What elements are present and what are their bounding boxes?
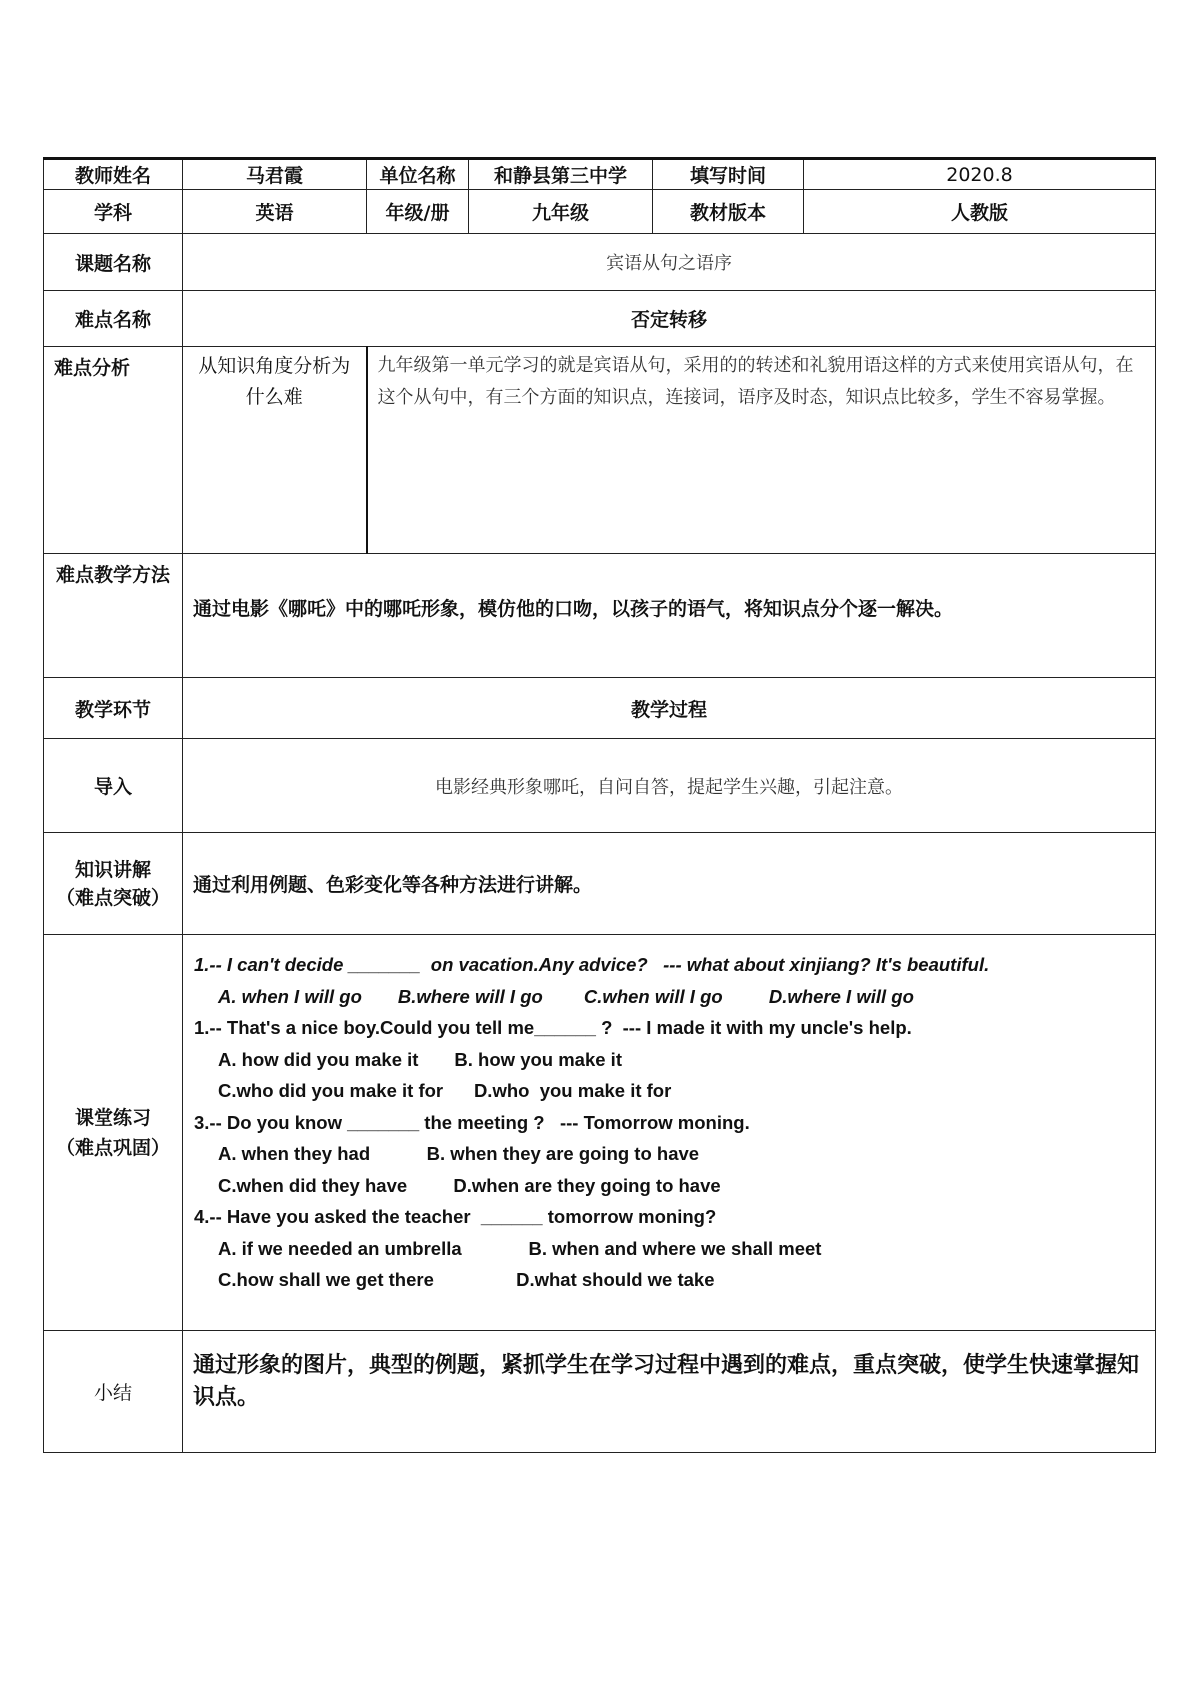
method-row [44, 554, 1156, 678]
exercise-options: A. when they had B. when they are going to have [218, 1143, 700, 1164]
exercise-line: 4.-- Have you asked the teacher ______ tomorrow moning? [194, 1206, 717, 1227]
teacher-label: 教师姓名 [44, 159, 183, 190]
exercise-line: 1.-- That's a nice boy.Could you tell me______ ? --- I made it with my uncle's help. [194, 1017, 912, 1038]
exercise-options: C.who did you make it for D.who you make it for [218, 1080, 672, 1101]
subject-label: 学科 [44, 190, 183, 234]
difficulty-row [44, 291, 1156, 347]
explain-label-line-2: （难点突破） [55, 886, 170, 909]
grade-label: 年级/册 [367, 190, 469, 234]
edition-label: 教材版本 [653, 190, 804, 234]
topic-value: 宾语从句之语序 [183, 234, 1156, 291]
intro-text: 电影经典形象哪吒，自问自答，提起学生兴趣，引起注意。 [183, 739, 1156, 833]
teacher-value: 马君霞 [183, 159, 367, 190]
grade-value: 九年级 [469, 190, 653, 234]
explain-label [44, 833, 183, 935]
intro-row [44, 739, 1156, 833]
analysis-text: 九年级第一单元学习的就是宾语从句，采用的的转述和礼貌用语这样的方式来使用宾语从句，在这个从句中，有三个方面的知识点，连接词，语序及时态，知识点比较多，学生不容易掌握。 [367, 347, 1156, 554]
unit-label: 单位名称 [367, 159, 469, 190]
analysis-label: 难点分析 [44, 347, 183, 554]
exercise-line: 1.-- I can't decide _______ on vacation.Any advice? --- what about xinjiang? It's beautiful. [194, 954, 990, 975]
exercise-options: A. when I will go B.where will I go C.when will I go D.where I will go [218, 985, 914, 1007]
process-row [44, 678, 1156, 739]
practice-label [44, 935, 183, 1331]
topic-label: 课题名称 [44, 234, 183, 291]
exercise-options: C.how shall we get there D.what should we take [218, 1269, 715, 1290]
practice-content [183, 935, 1156, 1331]
method-label: 难点教学方法 [44, 554, 183, 678]
method-text: 通过电影《哪吒》中的哪吒形象，模仿他的口吻，以孩子的语气，将知识点分个逐一解决。 [183, 554, 1156, 678]
summary-label: 小结 [44, 1331, 183, 1453]
explain-label-line-1: 知识讲解 [74, 858, 151, 881]
intro-label: 导入 [44, 739, 183, 833]
date-value: 2020.8 [804, 159, 1156, 190]
lesson-plan-table [43, 157, 1156, 1453]
process-value: 教学过程 [183, 678, 1156, 739]
exercise-options: A. if we needed an umbrella B. when and where we shall meet [218, 1237, 822, 1259]
exercise-options: C.when did they have D.when are they going to have [218, 1174, 721, 1196]
exercise-options: A. how did you make it B. how you make it [218, 1048, 622, 1070]
date-label: 填写时间 [653, 159, 804, 190]
analysis-sub-label: 从知识角度分析为什么难 [183, 347, 367, 554]
difficulty-value: 否定转移 [183, 291, 1156, 347]
process-label: 教学环节 [44, 678, 183, 739]
analysis-row [44, 347, 1156, 554]
subject-value: 英语 [183, 190, 367, 234]
practice-label-line-2: （难点巩固） [55, 1136, 170, 1159]
summary-text: 通过形象的图片，典型的例题，紧抓学生在学习过程中遇到的难点，重点突破，使学生快速掌握知识点。 [183, 1331, 1156, 1453]
unit-value: 和静县第三中学 [469, 159, 653, 190]
header-row-2 [44, 190, 1156, 234]
topic-row [44, 234, 1156, 291]
explain-row [44, 833, 1156, 935]
lesson-plan-form [43, 157, 1155, 1453]
edition-value: 人教版 [804, 190, 1156, 234]
practice-row [44, 935, 1156, 1331]
header-row-1 [44, 159, 1156, 190]
practice-label-line-1: 课堂练习 [74, 1106, 151, 1129]
difficulty-label: 难点名称 [44, 291, 183, 347]
summary-row [44, 1331, 1156, 1453]
exercise-line: 3.-- Do you know _______ the meeting ? --- Tomorrow moning. [194, 1111, 750, 1133]
explain-text: 通过利用例题、色彩变化等各种方法进行讲解。 [183, 833, 1156, 935]
